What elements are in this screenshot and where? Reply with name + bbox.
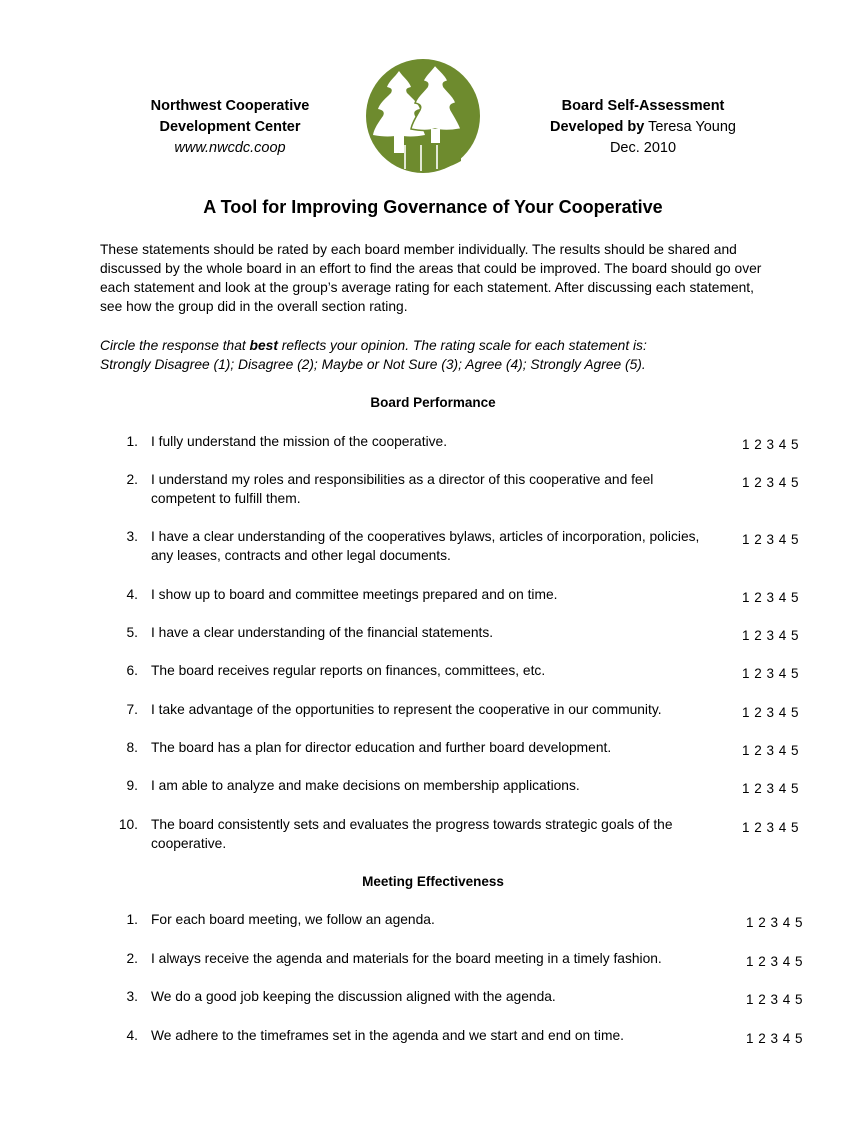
rating-scale[interactable]: 1 2 3 4 5	[746, 992, 804, 1007]
statement-text: I understand my roles and responsibilities as a director of this cooperative and feel competent to fulfill them.	[151, 472, 654, 506]
tree-logo-icon	[365, 57, 481, 175]
statement-text: I have a clear understanding of the financial statements.	[151, 625, 494, 640]
rating-scale[interactable]: 1 2 3 4 5	[742, 781, 800, 796]
statement-text: We do a good job keeping the discussion aligned with the agenda.	[151, 989, 556, 1004]
statement-number: 2.	[126, 472, 138, 487]
rating-scale[interactable]: 1 2 3 4 5	[742, 705, 800, 720]
rating-scale[interactable]: 1 2 3 4 5	[742, 743, 800, 758]
doc-info-block	[530, 96, 756, 159]
rating-scale[interactable]: 1 2 3 4 5	[746, 915, 804, 930]
statement-number: 1.	[126, 434, 138, 449]
org-name-line2: Development Center	[159, 119, 301, 135]
rating-scale[interactable]: 1 2 3 4 5	[742, 666, 800, 681]
developed-by-label: Developed by	[550, 119, 645, 135]
statement-number: 2.	[126, 951, 138, 966]
org-url: www.nwcdc.coop	[174, 140, 286, 156]
doc-date: Dec. 2010	[609, 140, 677, 156]
statement-number: 10.	[118, 817, 138, 832]
rating-scale[interactable]: 1 2 3 4 5	[746, 1031, 804, 1046]
author-name: Teresa Young	[648, 119, 736, 135]
statement-number: 3.	[126, 529, 138, 544]
rating-scale[interactable]: 1 2 3 4 5	[746, 954, 804, 969]
statement-text: We adhere to the timeframes set in the agenda and we start and end on time.	[151, 1028, 624, 1043]
intro-paragraph: These statements should be rated by each board member individually. The results should be shared and discussed by the whole board in an effort to find the areas that could be improved. The board should go over each statement and look at the group’s average rating for each statement. After discussing each statement, see how the group did in the overall section rating.	[100, 242, 762, 314]
statement-number: 5.	[126, 625, 138, 640]
instructions-emphasis: best	[249, 338, 278, 353]
statement-text: The board consistently sets and evaluates the progress towards strategic goals of the cooperative.	[151, 817, 673, 851]
statement-text: I always receive the agenda and materials for the board meeting in a timely fashion.	[151, 951, 662, 966]
section-title-meeting-effectiveness: Meeting Effectiveness	[362, 874, 504, 889]
org-block	[130, 96, 330, 159]
statement-text: The board receives regular reports on finances, committees, etc.	[151, 663, 546, 678]
statement-number: 3.	[126, 989, 138, 1004]
rating-scale[interactable]: 1 2 3 4 5	[742, 590, 800, 605]
statement-number: 7.	[126, 702, 138, 717]
rating-scale[interactable]: 1 2 3 4 5	[742, 820, 800, 835]
statement-text: I take advantage of the opportunities to represent the cooperative in our community.	[151, 702, 662, 717]
statement-text: I show up to board and committee meetings prepared and on time.	[151, 587, 558, 602]
statement-text: The board has a plan for director education and further board development.	[151, 740, 612, 755]
statement-text: For each board meeting, we follow an agenda.	[151, 912, 435, 927]
statement-number: 4.	[126, 1028, 138, 1043]
doc-name: Board Self-Assessment	[561, 98, 725, 114]
statement-text: I fully understand the mission of the cooperative.	[151, 434, 448, 449]
statement-number: 9.	[126, 778, 138, 793]
developed-by-line	[530, 117, 756, 138]
statement-number: 1.	[126, 912, 138, 927]
instructions-part2: reflects your opinion. The rating scale for each statement is:	[277, 338, 647, 353]
instructions-scale-line: Strongly Disagree (1); Disagree (2); Maybe or Not Sure (3); Agree (4); Strongly Agree (5).	[100, 357, 646, 372]
statement-number: 4.	[126, 587, 138, 602]
rating-scale[interactable]: 1 2 3 4 5	[742, 437, 800, 452]
instructions-part1: Circle the response that	[100, 338, 250, 353]
page-title: A Tool for Improving Governance of Your Cooperative	[203, 197, 663, 217]
rating-scale[interactable]: 1 2 3 4 5	[742, 532, 800, 547]
section-title-board-performance: Board Performance	[370, 395, 496, 410]
statement-number: 8.	[126, 740, 138, 755]
rating-scale[interactable]: 1 2 3 4 5	[742, 628, 800, 643]
statement-text: I have a clear understanding of the cooperatives bylaws, articles of incorporation, policies, any leases, contracts and other legal documents.	[151, 529, 700, 563]
rating-scale[interactable]: 1 2 3 4 5	[742, 475, 800, 490]
statement-number: 6.	[126, 663, 138, 678]
statement-text: I am able to analyze and make decisions on membership applications.	[151, 778, 580, 793]
org-name-line1: Northwest Cooperative	[150, 98, 310, 114]
instructions-paragraph	[100, 336, 770, 374]
